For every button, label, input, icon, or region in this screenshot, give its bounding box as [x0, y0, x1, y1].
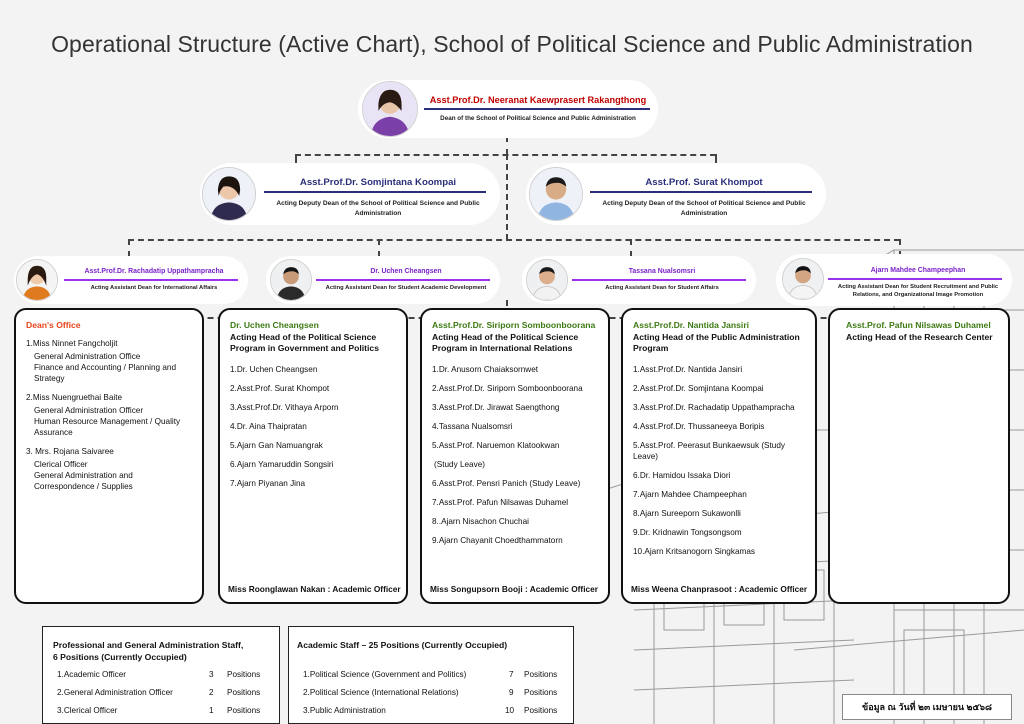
connector-assistant-3	[630, 239, 632, 257]
row-label: 1.Political Science (Government and Politics)	[303, 670, 467, 679]
dean-photo	[362, 81, 418, 137]
deputy-1-role: Acting Deputy Dean of the School of Political Science and Public Administration	[276, 200, 480, 217]
assistant-4-underline	[828, 278, 1002, 280]
row-count: 3	[209, 670, 214, 679]
program-box-public-administration	[621, 308, 817, 604]
row-label: 1.Academic Officer	[57, 670, 127, 679]
program-member: 9.Dr. Kridnawin Tongsongsom	[633, 528, 742, 538]
program-member: 6.Ajarn Yamaruddin Songsiri	[230, 460, 334, 470]
office-member-details: General Administration Officer Human Resource Management / Quality Assurance	[34, 405, 181, 438]
program-2-head: Asst.Prof.Dr. Siriporn Somboonboorana	[432, 320, 596, 330]
admin-summary-heading: Professional and General Administration Staff, 6 Positions (Currently Occupied)	[53, 640, 244, 663]
program-member: 7.Asst.Prof. Pafun Nilsawas Duhamel	[432, 498, 569, 508]
row-label: 2.Political Science (International Relations)	[303, 688, 459, 697]
row-unit: Positions	[524, 706, 558, 715]
program-member: 4.Dr. Aina Thaipratan	[230, 421, 307, 431]
program-4-title: Acting Head of the Research Center	[846, 331, 993, 342]
assistant-1-role: Acting Assistant Dean for International Affairs	[90, 285, 218, 291]
academic-summary-heading: Academic Staff – 25 Positions (Currently Occupied)	[297, 640, 508, 650]
office-member-name: 3. Mrs. Rojana Saivaree	[26, 447, 114, 457]
dean-name: Asst.Prof.Dr. Neeranat Kaewprasert Rakangthong	[429, 95, 647, 105]
program-member: 9.Ajarn Chayanit Choedthammatorn	[432, 536, 563, 546]
deans-office-heading: Dean's Office	[26, 320, 81, 330]
program-member: 7.Ajarn Mahdee Champeephan	[633, 490, 747, 500]
row-count: 7	[509, 670, 514, 679]
assistant-4-photo	[782, 258, 824, 300]
program-member: 7.Ajarn Piyanan Jina	[230, 479, 306, 489]
assistant-2-photo	[270, 259, 312, 301]
program-member: 3.Asst.Prof.Dr. Rachadatip Uppathampracha	[633, 402, 795, 412]
academic-staff-summary	[288, 626, 574, 724]
program-1-officer: Miss Roonglawan Nakan : Academic Officer	[228, 583, 401, 594]
deans-office-box	[14, 308, 204, 604]
office-member	[26, 446, 193, 492]
assistant-4-name: Ajarn Mahdee Champeephan	[870, 267, 966, 274]
assistant-2-role: Acting Assistant Dean for Student Academic Development	[325, 285, 487, 291]
admin-summary-row	[57, 670, 277, 679]
program-member: 3.Asst.Prof.Dr. Vithaya Arporn	[230, 402, 339, 412]
row-count: 9	[509, 688, 514, 697]
academic-summary-row	[303, 706, 571, 715]
deputy-2-underline	[590, 191, 812, 193]
connector-assistant-1	[128, 239, 130, 257]
row-unit: Positions	[227, 688, 261, 697]
program-2-officer: Miss Songupsorn Booji : Academic Officer	[430, 583, 598, 594]
row-count: 1	[209, 706, 214, 715]
program-2-title: Acting Head of the Political Science Program in International Relations	[432, 331, 579, 354]
office-member-details: Clerical Officer General Administration and Correspondence / Supplies	[34, 460, 133, 492]
program-member: 8.Ajarn Sureeporn Sukawonlli	[633, 509, 741, 519]
program-member: 1.Dr. Anusorn Chaiaksornwet	[432, 364, 539, 374]
assistant-3-name: Tassana Nualsomsri	[628, 268, 696, 275]
program-1-head: Dr. Uchen Cheangsen	[230, 320, 319, 330]
row-unit: Positions	[524, 688, 558, 697]
assistant-1-name: Asst.Prof.Dr. Rachadatip Uppathampracha	[84, 268, 224, 275]
deputy-1-name: Asst.Prof.Dr. Somjintana Koompai	[299, 177, 457, 188]
row-label: 3.Public Administration	[303, 706, 386, 715]
program-member: 2.Asst.Prof.Dr. Siriporn Somboonboorana	[432, 383, 583, 393]
row-label: 2.General Administration Officer	[57, 688, 173, 697]
assistant-1-photo	[16, 259, 58, 301]
row-unit: Positions	[524, 670, 558, 679]
office-member	[26, 338, 193, 384]
program-member: 4.Asst.Prof.Dr. Thussaneeya Boripis	[633, 421, 765, 431]
admin-summary-row	[57, 688, 277, 697]
academic-summary-row	[303, 688, 571, 697]
deputy-2-role: Acting Deputy Dean of the School of Political Science and Public Administration	[602, 200, 806, 217]
assistant-4-role: Acting Assistant Dean for Student Recruitment and Public Relations, and Organizational Image Promotion	[837, 284, 999, 299]
program-member: 10.Ajarn Kritsanogorn Singkamas	[633, 547, 755, 557]
row-label: 3.Clerical Officer	[57, 706, 118, 715]
deputy-1-photo	[202, 167, 256, 221]
assistant-3-photo	[526, 259, 568, 301]
connector-dean-down	[506, 136, 508, 155]
deputy-2-photo	[529, 167, 583, 221]
admin-summary-row	[57, 706, 277, 715]
office-member	[26, 392, 193, 438]
admin-staff-summary	[42, 626, 280, 724]
assistant-2-name: Dr. Uchen Cheangsen	[370, 268, 442, 275]
program-4-head: Asst.Prof. Pafun Nilsawas Duhamel	[846, 320, 991, 330]
dean-underline	[424, 108, 650, 110]
dean-role: Dean of the School of Political Science and Public Administration	[440, 115, 636, 122]
research-center-box	[828, 308, 1010, 604]
program-member: 2.Asst.Prof. Surat Khompot	[230, 383, 330, 393]
program-member: 5.Asst.Prof. Naruemon Klatookwan	[432, 441, 560, 451]
deputy-1-underline	[264, 191, 486, 193]
program-member: 2.Asst.Prof.Dr. Somjintana Koompai	[633, 383, 764, 393]
program-1-title: Acting Head of the Political Science Program in Government and Politics	[230, 331, 379, 354]
connector-assistant-2	[378, 239, 380, 257]
program-member: 5.Ajarn Gan Namuangrak	[230, 441, 323, 451]
program-box-government-politics	[218, 308, 408, 604]
assistant-3-role: Acting Assistant Dean for Student Affairs	[605, 285, 719, 291]
program-member: 1.Dr. Uchen Cheangsen	[230, 364, 318, 374]
program-3-title: Acting Head of the Public Administration Program	[633, 331, 800, 354]
assistant-3-underline	[572, 279, 746, 281]
assistant-1-underline	[64, 279, 238, 281]
program-3-head: Asst.Prof.Dr. Nantida Jansiri	[633, 320, 750, 330]
row-count: 10	[505, 706, 515, 715]
row-unit: Positions	[227, 670, 261, 679]
office-member-details: General Administration Office Finance and Accounting / Planning and Strategy	[34, 351, 177, 383]
program-member: 4.Tassana Nualsomsri	[432, 421, 513, 431]
connector-deputies-down	[506, 154, 508, 240]
office-member-name: 2.Miss Nuengruethai Baite	[26, 392, 123, 402]
data-as-of-note: ข้อมูล ณ วันที่ ๒๓ เมษายน ๒๕๖๘	[842, 694, 1012, 720]
program-member: 1.Asst.Prof.Dr. Nantida Jansiri	[633, 364, 743, 374]
office-member-name: 1.Miss Ninnet Fangcholjit	[26, 338, 118, 348]
program-member: 5.Asst.Prof. Peerasut Bunkaewsuk (Study Leave)	[633, 441, 785, 462]
program-box-international-relations	[420, 308, 610, 604]
page-title: Operational Structure (Active Chart), School of Political Science and Public Administration	[51, 31, 973, 57]
academic-summary-row	[303, 670, 571, 679]
program-member: 6.Asst.Prof. Pensri Panich (Study Leave)	[432, 479, 581, 489]
program-member: (Study Leave)	[434, 460, 485, 470]
program-3-officer: Miss Weena Chanprasoot : Academic Officer	[631, 583, 808, 594]
connector-assistants-bar	[128, 239, 900, 241]
program-member: 6.Dr. Hamidou Issaka Diori	[633, 471, 731, 481]
deputy-2-name: Asst.Prof. Surat Khompot	[645, 177, 763, 188]
assistant-2-underline	[316, 279, 490, 281]
program-member: 8..Ajarn Nisachon Chuchai	[432, 517, 529, 527]
row-unit: Positions	[227, 706, 261, 715]
program-member: 3.Asst.Prof.Dr. Jirawat Saengthong	[432, 402, 560, 412]
row-count: 2	[209, 688, 214, 697]
